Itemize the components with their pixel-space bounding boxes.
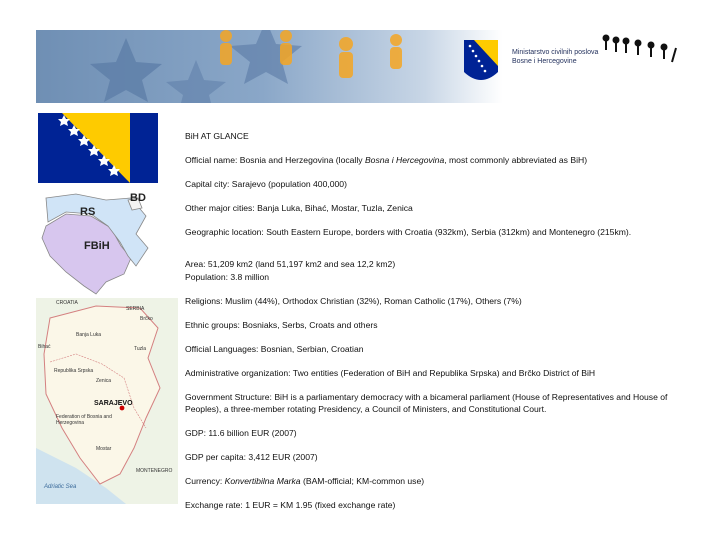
ethnic-groups: Ethnic groups: Bosniaks, Serbs, Croats and others	[185, 320, 378, 330]
currency	[185, 475, 424, 487]
banja-luka-label: Banja Luka	[76, 332, 102, 338]
header-banner	[36, 30, 684, 103]
gdp: GDP: 11.6 billion EUR (2007)	[185, 428, 297, 438]
ministry-name	[512, 48, 632, 66]
government-structure: Government Structure: BiH is a parliamentary democracy with a bicameral parliament (House of Representatives and House of Peoples), a three-member rotating Presidency, a Council of Ministers, and Constitutional Court.	[185, 392, 668, 414]
serbia-label: SERBIA	[126, 306, 145, 312]
currency-name: Konvertibilna Marka	[224, 476, 301, 486]
ministry-line-2: Bosne i Hercegovine	[512, 58, 577, 65]
mostar-label: Mostar	[96, 446, 112, 452]
religions: Religions: Muslim (44%), Orthodox Christian (32%), Roman Catholic (17%), Others (7%)	[185, 296, 522, 306]
currency-pre: Currency:	[185, 476, 225, 486]
official-name-post: , most commonly abbreviated as BiH)	[444, 155, 588, 165]
bihac-label: Bihać	[38, 344, 51, 350]
region-map	[36, 298, 178, 504]
entity-map	[36, 186, 156, 296]
page-title: BiH AT GLANCE	[185, 131, 249, 141]
fbih-label: FBiH	[84, 240, 110, 252]
croatia-label: CROATIA	[56, 300, 78, 306]
bd-label: BD	[130, 192, 146, 204]
ministry-line-1: Ministarstvo civilnih poslova	[512, 49, 599, 56]
banner-star-3	[166, 60, 226, 103]
brcko-label: Brčko	[140, 316, 153, 322]
federation-label: Federation of Bosnia and Herzegovina	[56, 414, 112, 426]
area: Area: 51,209 km2 (land 51,197 km2 and sea 12,2 km2)	[185, 259, 396, 269]
official-name-local: Bosna i Hercegovina	[364, 155, 445, 165]
sarajevo-label: SARAJEVO	[94, 400, 133, 407]
republika-label: Republika Srpska	[54, 368, 94, 374]
zenica-label: Zenica	[96, 378, 112, 384]
rs-label: RS	[80, 206, 96, 218]
official-name-pre: Official name: Bosnia and Herzegovina (locally	[185, 155, 365, 165]
tuzla-label: Tuzla	[134, 346, 147, 352]
gdp-per-capita: GDP per capita: 3,412 EUR (2007)	[185, 452, 318, 462]
banner-graphic	[36, 30, 684, 103]
population: Population: 3.8 million	[185, 272, 270, 282]
official-name	[185, 154, 695, 166]
other-cities: Other major cities: Banja Luka, Bihać, Mostar, Tuzla, Zenica	[185, 203, 413, 213]
ministry-logo	[464, 40, 498, 80]
languages: Official Languages: Bosnian, Serbian, Croatian	[185, 344, 364, 354]
bih-flag	[38, 113, 158, 183]
adriatic-label: Adriatic Sea	[44, 484, 77, 490]
admin-organization: Administrative organization: Two entities (Federation of BiH and Republika Srpska) and Brčko District of BiH	[185, 368, 596, 378]
capital: Capital city: Sarajevo (population 400,000)	[185, 179, 347, 189]
montenegro-label: MONTENEGRO	[136, 468, 173, 474]
exchange-rate: Exchange rate: 1 EUR = KM 1.95 (fixed exchange rate)	[185, 500, 396, 510]
currency-post: (BAM-official; KM-common use)	[300, 476, 425, 486]
geo-location: Geographic location: South Eastern Europe, borders with Croatia (932km), Serbia (312km) and Montenegro (215km).	[185, 227, 632, 237]
banner-star-1	[90, 38, 162, 102]
